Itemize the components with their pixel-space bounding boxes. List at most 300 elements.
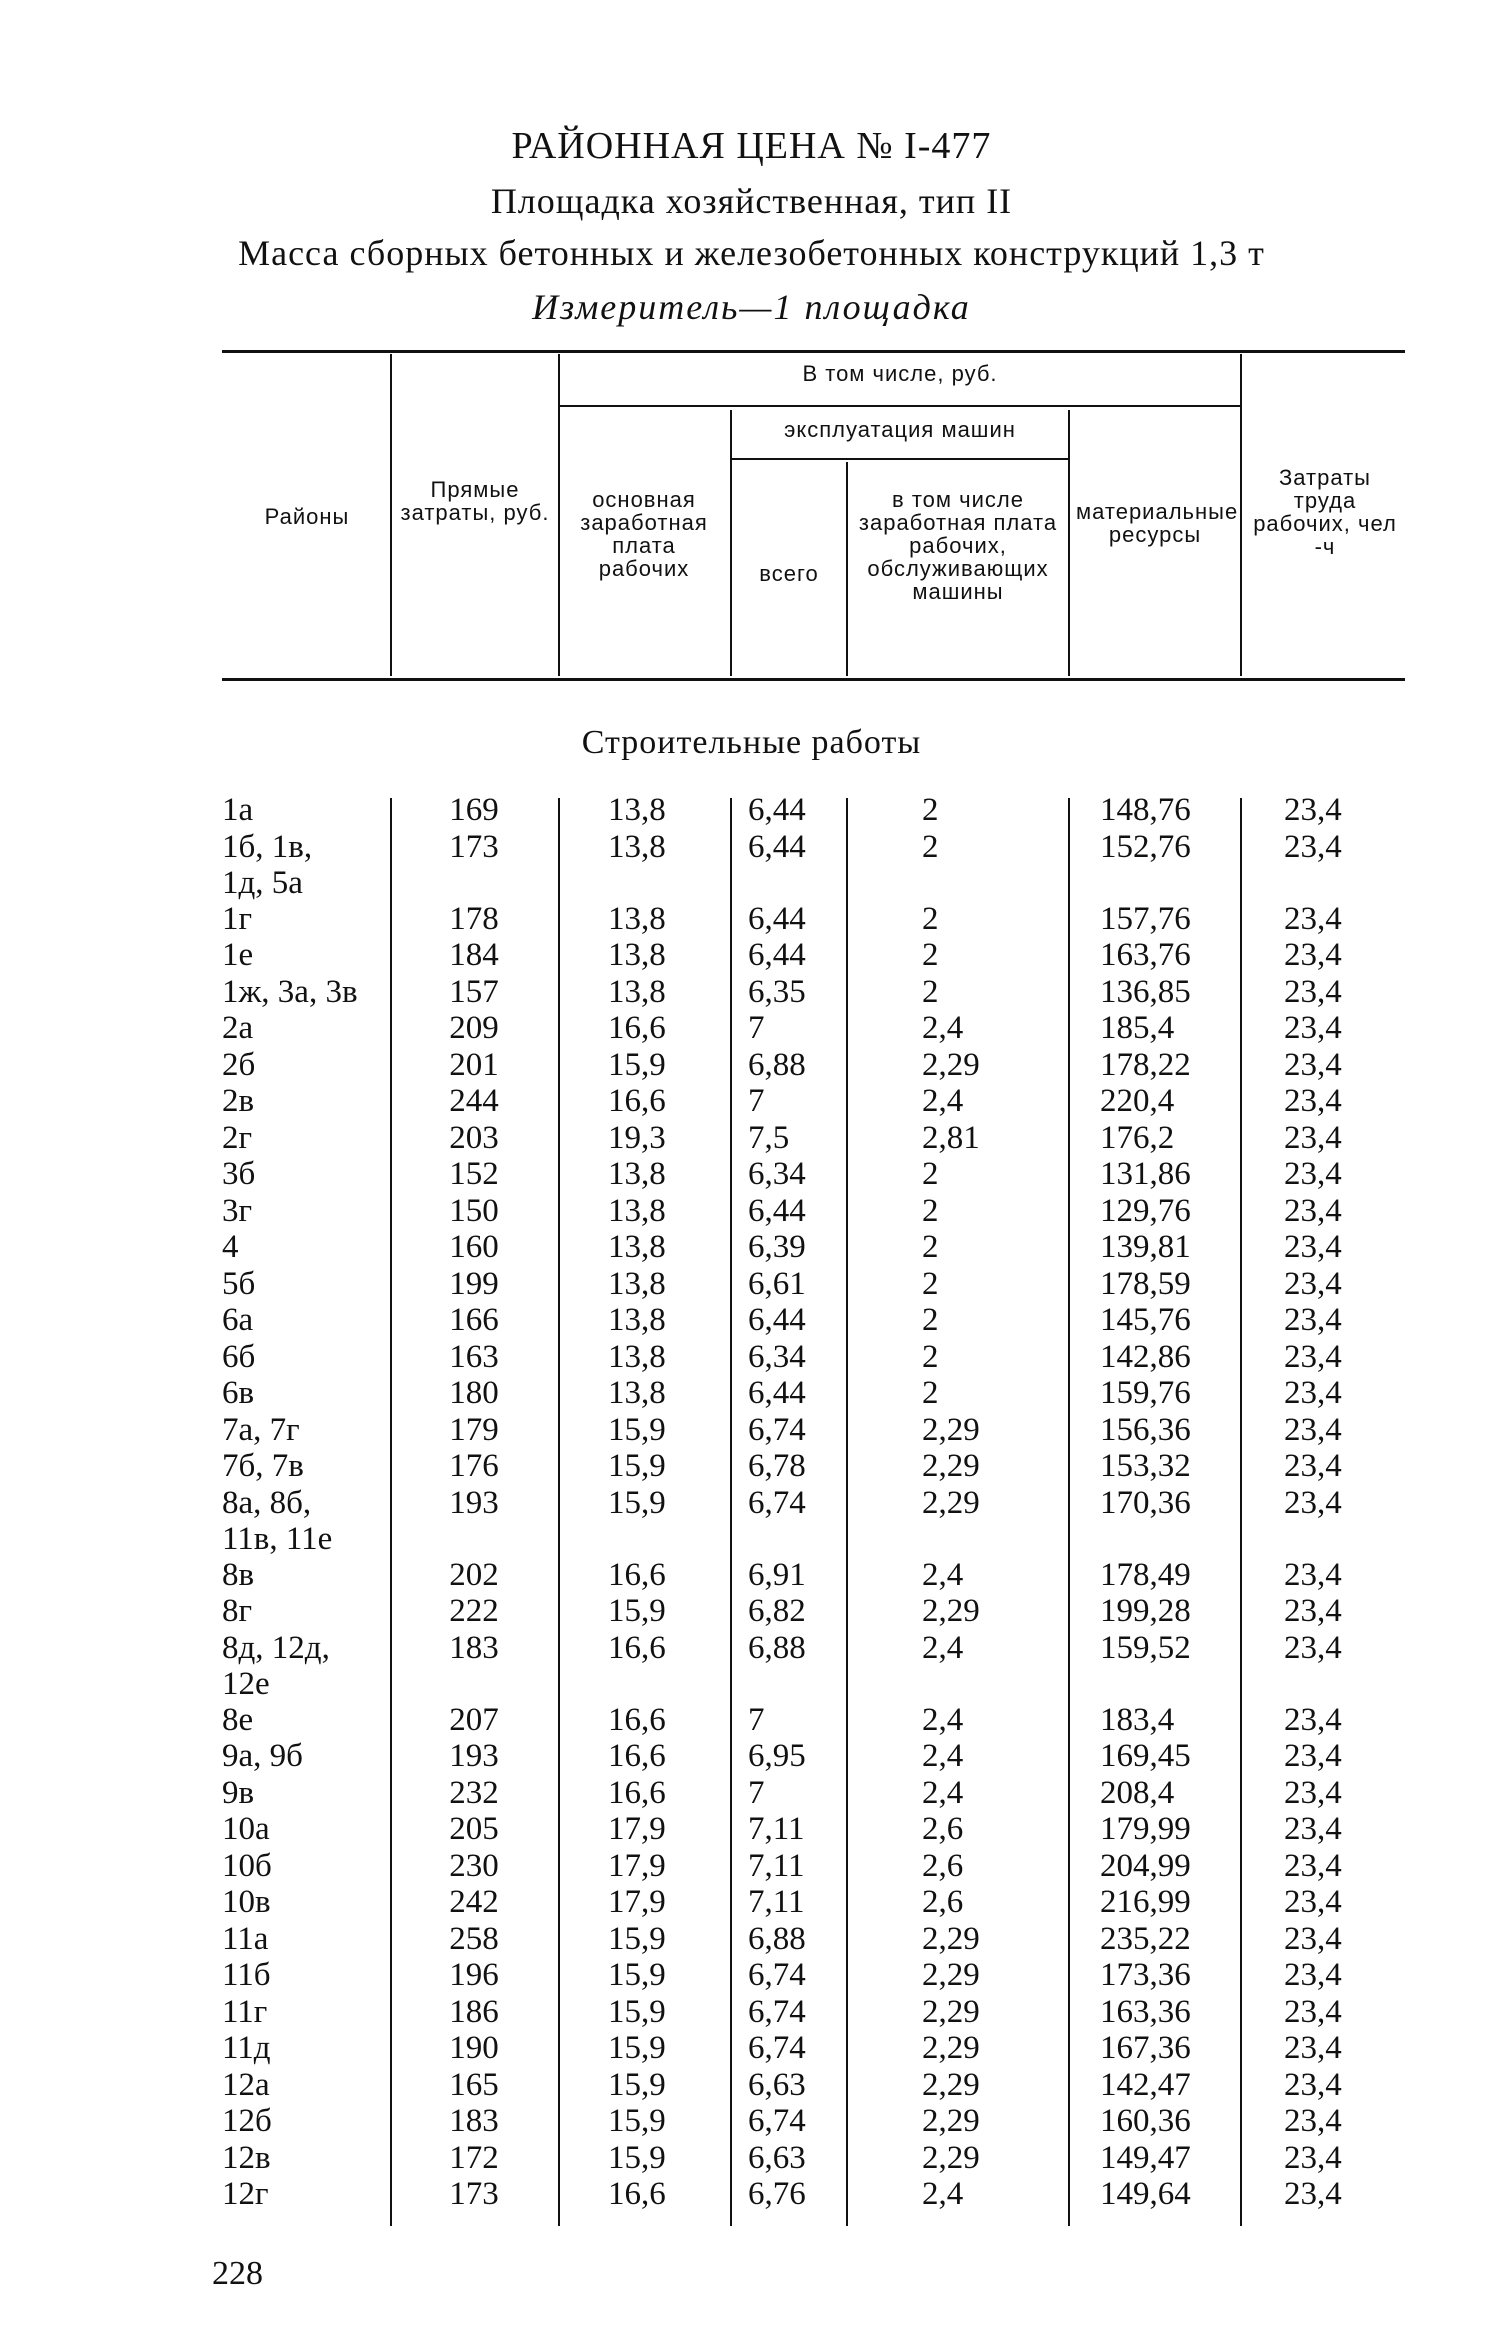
materials-cell: 167,36: [1100, 2030, 1191, 2066]
labor-cell: 23,4: [1284, 900, 1342, 937]
wage-cell: 15,9: [608, 1957, 666, 1993]
machines-total-cell: 6,74: [748, 1957, 806, 1993]
region-line: 2г: [222, 1119, 253, 1156]
materials-cell: 145,76: [1100, 1302, 1191, 1338]
materials-cell: 159,76: [1100, 1375, 1191, 1411]
machines-total-cell: 6,35: [748, 973, 806, 1010]
region-cell: [222, 1193, 252, 1229]
machines-total-cell: 6,39: [748, 1229, 806, 1265]
region-line: 2в: [222, 1083, 255, 1119]
labor-cell: 23,4: [1284, 1884, 1342, 1920]
region-cell: [222, 1229, 239, 1265]
labor-cell: 23,4: [1284, 2176, 1342, 2212]
machines-wage-cell: 2: [922, 973, 939, 1010]
region-line-2: 1д, 5а: [222, 864, 303, 901]
machines-wage-cell: 2,4: [922, 1738, 964, 1774]
wage-cell: 15,9: [608, 1993, 666, 2030]
region-cell: [222, 2067, 270, 2103]
direct-cost-cell: 183: [449, 2103, 499, 2139]
materials-cell: 183,4: [1100, 1701, 1175, 1738]
wage-cell: 15,9: [608, 1448, 666, 1484]
labor-cell: 23,4: [1284, 2066, 1342, 2103]
materials-cell: 170,36: [1100, 1484, 1191, 1521]
direct-cost-cell: 166: [449, 1302, 499, 1338]
region-cell: [222, 1994, 267, 2030]
region-line: 6б: [222, 1338, 256, 1375]
table-row: [0, 2030, 1503, 2067]
table-row: [0, 1957, 1503, 1994]
machines-total-cell: 7,11: [748, 1811, 805, 1847]
machines-wage-cell: 2: [922, 937, 939, 973]
wage-cell: 15,9: [608, 1484, 666, 1521]
direct-cost-cell: 201: [449, 1046, 499, 1083]
region-cell: [222, 1083, 254, 1119]
direct-cost-cell: 244: [449, 1083, 499, 1119]
labor-cell: 23,4: [1284, 1083, 1342, 1119]
labor-cell: 23,4: [1284, 1046, 1342, 1083]
materials-cell: 199,28: [1100, 1593, 1191, 1629]
labor-cell: 23,4: [1284, 1265, 1342, 1302]
machines-wage-cell: 2,29: [922, 1448, 980, 1484]
materials-cell: 157,76: [1100, 900, 1191, 937]
table-row: [0, 1156, 1503, 1193]
region-line: 2б: [222, 1046, 256, 1083]
machines-total-cell: 6,88: [748, 1046, 806, 1083]
machines-total-cell: 6,95: [748, 1738, 806, 1774]
direct-cost-cell: 152: [449, 1156, 499, 1192]
table-row: [0, 1412, 1503, 1449]
direct-cost-cell: 180: [449, 1375, 499, 1411]
region-line: 10в: [222, 1884, 271, 1920]
direct-cost-cell: 196: [449, 1957, 499, 1993]
wage-cell: 15,9: [608, 2139, 666, 2176]
region-line: 11а: [222, 1920, 269, 1957]
materials-cell: 208,4: [1100, 1774, 1175, 1811]
materials-cell: 163,76: [1100, 937, 1191, 973]
region-cell: [222, 1884, 271, 1920]
materials-cell: 173,36: [1100, 1957, 1191, 1993]
table-row: [0, 792, 1503, 829]
direct-cost-cell: 230: [449, 1847, 499, 1884]
wage-cell: 13,8: [608, 937, 666, 973]
machines-wage-cell: 2: [922, 828, 939, 865]
direct-cost-cell: 176: [449, 1448, 499, 1484]
materials-cell: 142,86: [1100, 1338, 1191, 1375]
table-row: [0, 1010, 1503, 1047]
machines-wage-cell: 2,4: [922, 2176, 964, 2212]
machines-total-cell: 6,63: [748, 2139, 806, 2176]
region-line: 1б, 1в,: [222, 828, 313, 865]
table-row: [0, 1630, 1503, 1702]
table-row: [0, 1229, 1503, 1266]
table-row: [0, 901, 1503, 938]
machines-wage-cell: 2: [922, 1338, 939, 1375]
wage-cell: 15,9: [608, 1046, 666, 1083]
page-title: РАЙОННАЯ ЦЕНА № I-477: [511, 125, 992, 167]
table-row: [0, 1485, 1503, 1557]
wage-cell: 16,6: [608, 2176, 666, 2212]
materials-cell: 179,99: [1100, 1811, 1191, 1847]
header-divider: [1068, 410, 1070, 676]
direct-cost-cell: 157: [449, 973, 499, 1010]
machines-total-cell: 6,34: [748, 1156, 806, 1192]
region-cell: [222, 937, 253, 973]
labor-cell: 23,4: [1284, 1192, 1342, 1229]
direct-cost-cell: 205: [449, 1811, 499, 1847]
region-cell: [222, 974, 358, 1010]
table-row: [0, 1047, 1503, 1084]
region-line: 7б, 7в: [222, 1448, 304, 1484]
machines-wage-cell: 2,6: [922, 1884, 964, 1920]
machines-wage-cell: 2,29: [922, 1920, 980, 1957]
wage-cell: 13,8: [608, 1156, 666, 1192]
wage-cell: 13,8: [608, 792, 666, 828]
region-cell: [222, 1156, 255, 1192]
direct-cost-cell: 207: [449, 1701, 499, 1738]
machines-total-cell: 6,74: [748, 1993, 806, 2030]
region-line: 6в: [222, 1375, 255, 1411]
materials-cell: 204,99: [1100, 1847, 1191, 1884]
labor-cell: 23,4: [1284, 1156, 1342, 1192]
labor-cell: 23,4: [1284, 2103, 1342, 2139]
labor-cell: 23,4: [1284, 1448, 1342, 1484]
region-line: 10а: [222, 1811, 270, 1847]
labor-cell: 23,4: [1284, 1411, 1342, 1448]
direct-cost-cell: 163: [449, 1338, 499, 1375]
labor-cell: 23,4: [1284, 792, 1342, 828]
labor-cell: 23,4: [1284, 1302, 1342, 1338]
table-row: [0, 1994, 1503, 2031]
machines-total-cell: 6,44: [748, 900, 806, 937]
col-header-machines-total: всего: [759, 561, 819, 586]
machines-wage-cell: 2: [922, 792, 939, 828]
machines-total-cell: 7,11: [748, 1847, 805, 1884]
labor-cell: 23,4: [1284, 1920, 1342, 1957]
header-divider: [1240, 354, 1242, 676]
table-row: [0, 1375, 1503, 1412]
wage-cell: 16,6: [608, 1083, 666, 1119]
machines-wage-cell: 2,29: [922, 1484, 980, 1521]
materials-cell: 169,45: [1100, 1738, 1191, 1774]
region-line: 11д: [222, 2030, 271, 2066]
region-line-2: 12е: [222, 1665, 270, 1702]
region-line: 8д, 12д,: [222, 1629, 330, 1666]
wage-cell: 13,8: [608, 1302, 666, 1338]
col-header-wage: основная заработная плата рабочих: [580, 487, 708, 581]
machines-total-cell: 6,74: [748, 1411, 806, 1448]
region-line: 7а, 7г: [222, 1411, 300, 1448]
region-cell: [222, 1921, 268, 1957]
machines-total-cell: 6,44: [748, 1192, 806, 1229]
direct-cost-cell: 184: [449, 937, 499, 973]
region-cell: [222, 829, 312, 901]
labor-cell: 23,4: [1284, 937, 1342, 973]
labor-cell: 23,4: [1284, 1993, 1342, 2030]
col-header-including: В том числе, руб.: [802, 361, 998, 386]
materials-cell: 185,4: [1100, 1010, 1175, 1046]
region-line: 8г: [222, 1593, 253, 1629]
region-line: 2а: [222, 1010, 254, 1046]
region-cell: [222, 1775, 254, 1811]
wage-cell: 15,9: [608, 2103, 666, 2139]
machines-total-cell: 6,88: [748, 1920, 806, 1957]
table-top-rule: [222, 350, 1405, 353]
direct-cost-cell: 242: [449, 1884, 499, 1920]
region-cell: [222, 2140, 271, 2176]
region-cell: [222, 1375, 254, 1411]
unit-line: Измеритель—1 площадка: [532, 287, 971, 327]
region-cell: [222, 1630, 330, 1702]
table-row: [0, 2103, 1503, 2140]
machines-wage-cell: 2: [922, 1375, 939, 1411]
materials-cell: 178,59: [1100, 1265, 1191, 1302]
table-row: [0, 1738, 1503, 1775]
labor-cell: 23,4: [1284, 1375, 1342, 1411]
machines-total-cell: 6,34: [748, 1338, 806, 1375]
table-row: [0, 2140, 1503, 2177]
table-row: [0, 1702, 1503, 1739]
machines-total-cell: 7: [748, 1083, 765, 1119]
direct-cost-cell: 202: [449, 1556, 499, 1593]
direct-cost-cell: 193: [449, 1484, 499, 1521]
wage-cell: 13,8: [608, 1192, 666, 1229]
region-cell: [222, 1266, 255, 1302]
machines-total-cell: 7,11: [748, 1884, 805, 1920]
wage-cell: 16,6: [608, 1556, 666, 1593]
labor-cell: 23,4: [1284, 1593, 1342, 1629]
labor-cell: 23,4: [1284, 973, 1342, 1010]
direct-cost-cell: 186: [449, 1993, 499, 2030]
materials-cell: 163,36: [1100, 1993, 1191, 2030]
region-line: 11г: [222, 1993, 268, 2030]
table-row: [0, 1593, 1503, 1630]
region-cell: [222, 1448, 304, 1484]
wage-cell: 15,9: [608, 1593, 666, 1629]
col-header-materials: материальные ресурсы: [1076, 499, 1239, 547]
labor-cell: 23,4: [1284, 1629, 1342, 1666]
machines-wage-cell: 2,29: [922, 2066, 980, 2103]
machines-wage-cell: 2,29: [922, 1046, 980, 1083]
machines-wage-cell: 2: [922, 900, 939, 937]
table-row: [0, 1848, 1503, 1885]
header-subrule: [732, 458, 1068, 460]
region-line: 12в: [222, 2139, 271, 2176]
direct-cost-cell: 178: [449, 900, 499, 937]
labor-cell: 23,4: [1284, 1010, 1342, 1046]
region-line: 3г: [222, 1192, 253, 1229]
region-line: 12б: [222, 2103, 272, 2139]
section-title: Строительные работы: [581, 724, 922, 761]
machines-total-cell: 6,76: [748, 2176, 806, 2212]
labor-cell: 23,4: [1284, 1338, 1342, 1375]
machines-total-cell: 6,44: [748, 1375, 806, 1411]
labor-cell: 23,4: [1284, 2030, 1342, 2066]
wage-cell: 13,8: [608, 1338, 666, 1375]
region-cell: [222, 1010, 253, 1046]
header-divider: [846, 462, 848, 676]
table-row: [0, 2067, 1503, 2104]
machines-total-cell: 6,44: [748, 937, 806, 973]
direct-cost-cell: 183: [449, 1629, 499, 1666]
region-line-2: 11в, 11е: [222, 1520, 333, 1557]
machines-wage-cell: 2: [922, 1302, 939, 1338]
wage-cell: 15,9: [608, 1920, 666, 1957]
region-cell: [222, 1120, 252, 1156]
wage-cell: 13,8: [608, 973, 666, 1010]
machines-wage-cell: 2,6: [922, 1811, 964, 1847]
table-row: [0, 937, 1503, 974]
region-line: 1а: [222, 792, 254, 828]
materials-cell: 235,22: [1100, 1920, 1191, 1957]
machines-wage-cell: 2,4: [922, 1629, 964, 1666]
machines-total-cell: 6,61: [748, 1265, 806, 1302]
machines-total-cell: 6,91: [748, 1556, 806, 1593]
table-row: [0, 1339, 1503, 1376]
materials-cell: 136,85: [1100, 973, 1191, 1010]
table-header-bottom-rule: [222, 678, 1405, 681]
wage-cell: 16,6: [608, 1774, 666, 1811]
region-cell: [222, 901, 252, 937]
region-line: 1е: [222, 937, 254, 973]
machines-wage-cell: 2,4: [922, 1701, 964, 1738]
direct-cost-cell: 173: [449, 2176, 499, 2212]
wage-cell: 17,9: [608, 1847, 666, 1884]
machines-total-cell: 6,88: [748, 1629, 806, 1666]
table-row: [0, 1266, 1503, 1303]
region-line: 8а, 8б,: [222, 1484, 312, 1521]
machines-wage-cell: 2,29: [922, 1957, 980, 1993]
region-line: 10б: [222, 1847, 272, 1884]
materials-cell: 149,64: [1100, 2176, 1191, 2212]
labor-cell: 23,4: [1284, 1119, 1342, 1156]
direct-cost-cell: 232: [449, 1774, 499, 1811]
machines-wage-cell: 2,29: [922, 1411, 980, 1448]
region-cell: [222, 1593, 252, 1629]
direct-cost-cell: 169: [449, 792, 499, 828]
machines-wage-cell: 2,4: [922, 1010, 964, 1046]
machines-wage-cell: 2,4: [922, 1556, 964, 1593]
machines-total-cell: 6,44: [748, 792, 806, 828]
col-header-machines: эксплуатация машин: [784, 417, 1016, 442]
materials-cell: 139,81: [1100, 1229, 1191, 1265]
materials-cell: 160,36: [1100, 2103, 1191, 2139]
labor-cell: 23,4: [1284, 1811, 1342, 1847]
region-line: 5б: [222, 1265, 256, 1302]
region-cell: [222, 1047, 255, 1083]
page-number: 228: [212, 2255, 263, 2292]
wage-cell: 13,8: [608, 1375, 666, 1411]
machines-wage-cell: 2,29: [922, 2139, 980, 2176]
machines-total-cell: 7,5: [748, 1119, 790, 1156]
wage-cell: 15,9: [608, 2066, 666, 2103]
region-cell: [222, 1738, 303, 1774]
wage-cell: 13,8: [608, 900, 666, 937]
machines-wage-cell: 2,29: [922, 2103, 980, 2139]
materials-cell: 178,22: [1100, 1046, 1191, 1083]
region-cell: [222, 1557, 254, 1593]
direct-cost-cell: 160: [449, 1229, 499, 1265]
labor-cell: 23,4: [1284, 1957, 1342, 1993]
wage-cell: 17,9: [608, 1811, 666, 1847]
table-row: [0, 829, 1503, 901]
table-row: [0, 1775, 1503, 1812]
labor-cell: 23,4: [1284, 1556, 1342, 1593]
table-row: [0, 1448, 1503, 1485]
region-line: 8е: [222, 1701, 254, 1738]
region-line: 12а: [222, 2066, 270, 2103]
machines-total-cell: 6,74: [748, 2103, 806, 2139]
region-line: 9а, 9б: [222, 1738, 303, 1774]
machines-wage-cell: 2: [922, 1156, 939, 1192]
region-cell: [222, 792, 253, 828]
direct-cost-cell: 193: [449, 1738, 499, 1774]
labor-cell: 23,4: [1284, 828, 1342, 865]
col-header-labor: Затраты труда рабочих, чел -ч: [1253, 465, 1397, 559]
table-row: [0, 1884, 1503, 1921]
machines-wage-cell: 2,81: [922, 1119, 980, 1156]
table-row: [0, 1302, 1503, 1339]
materials-cell: 153,32: [1100, 1448, 1191, 1484]
machines-total-cell: 6,74: [748, 2030, 806, 2066]
region-cell: [222, 1339, 255, 1375]
region-line: 1г: [222, 900, 253, 937]
machines-total-cell: 7: [748, 1010, 765, 1046]
machines-wage-cell: 2,29: [922, 2030, 980, 2066]
wage-cell: 15,9: [608, 1411, 666, 1448]
region-line: 12г: [222, 2176, 269, 2212]
machines-wage-cell: 2,4: [922, 1083, 964, 1119]
direct-cost-cell: 258: [449, 1920, 499, 1957]
direct-cost-cell: 150: [449, 1192, 499, 1229]
region-cell: [222, 2103, 272, 2139]
page-subtitle: Площадка хозяйственная, тип II: [490, 181, 1013, 221]
wage-cell: 16,6: [608, 1738, 666, 1774]
machines-total-cell: 6,63: [748, 2066, 806, 2103]
region-cell: [222, 1957, 271, 1993]
table-row: [0, 1193, 1503, 1230]
wage-cell: 17,9: [608, 1884, 666, 1920]
region-cell: [222, 1811, 270, 1847]
region-line: 4: [222, 1229, 239, 1265]
wage-cell: 13,8: [608, 1229, 666, 1265]
header-divider: [730, 410, 732, 676]
col-header-region: Районы: [264, 504, 350, 529]
materials-cell: 176,2: [1100, 1119, 1175, 1156]
region-cell: [222, 1485, 332, 1557]
region-line: 6а: [222, 1302, 254, 1338]
machines-wage-cell: 2,4: [922, 1774, 964, 1811]
machines-wage-cell: 2: [922, 1192, 939, 1229]
labor-cell: 23,4: [1284, 2139, 1342, 2176]
direct-cost-cell: 222: [449, 1593, 499, 1629]
region-line: 8в: [222, 1556, 255, 1593]
direct-cost-cell: 172: [449, 2139, 499, 2176]
wage-cell: 16,6: [608, 1701, 666, 1738]
machines-total-cell: 7: [748, 1701, 765, 1738]
machines-total-cell: 7: [748, 1774, 765, 1811]
region-cell: [222, 2176, 269, 2212]
wage-cell: 19,3: [608, 1119, 666, 1156]
direct-cost-cell: 203: [449, 1119, 499, 1156]
materials-cell: 142,47: [1100, 2066, 1191, 2103]
direct-cost-cell: 165: [449, 2066, 499, 2103]
labor-cell: 23,4: [1284, 1701, 1342, 1738]
col-header-direct: Прямые затраты, руб.: [400, 477, 550, 525]
materials-cell: 131,86: [1100, 1156, 1191, 1192]
machines-wage-cell: 2,29: [922, 1993, 980, 2030]
labor-cell: 23,4: [1284, 1229, 1342, 1265]
machines-wage-cell: 2,29: [922, 1593, 980, 1629]
